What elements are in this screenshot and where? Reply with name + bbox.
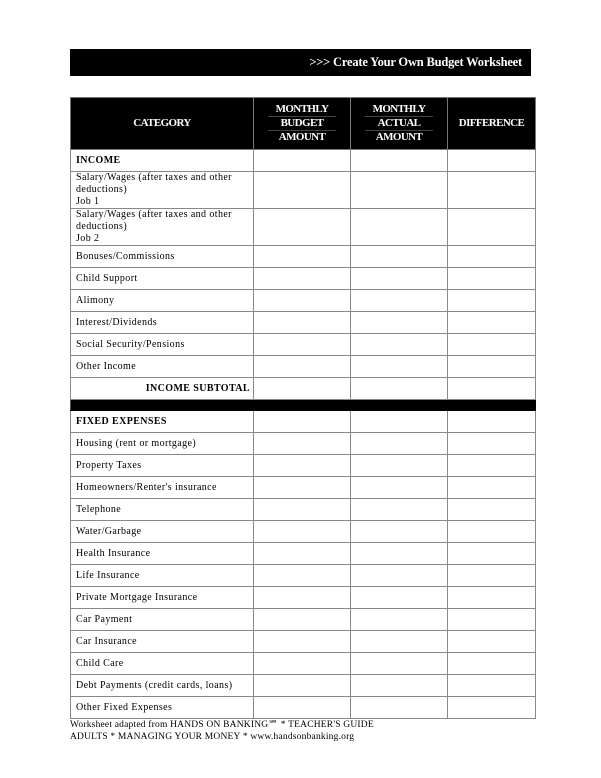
actual-amount-cell[interactable] — [351, 477, 448, 499]
category-label: Other Fixed Expenses — [71, 697, 254, 719]
difference-amount-cell[interactable] — [448, 455, 536, 477]
category-label: FIXED EXPENSES — [71, 411, 254, 433]
col-difference: DIFFERENCE — [448, 98, 536, 150]
difference-amount-cell[interactable] — [448, 609, 536, 631]
difference-amount-cell[interactable] — [448, 172, 536, 209]
income-row — [71, 209, 536, 246]
difference-amount-cell[interactable] — [448, 268, 536, 290]
category-label: Life Insurance — [71, 565, 254, 587]
category-label: Alimony — [71, 290, 254, 312]
category-label: Interest/Dividends — [71, 312, 254, 334]
budget-amount-cell[interactable] — [254, 433, 351, 455]
actual-amount-cell[interactable] — [351, 521, 448, 543]
income-row — [71, 246, 536, 268]
budget-amount-cell[interactable] — [254, 675, 351, 697]
actual-amount-cell[interactable] — [351, 433, 448, 455]
budget-amount-cell[interactable] — [254, 499, 351, 521]
difference-amount-cell[interactable] — [448, 521, 536, 543]
category-label: INCOME SUBTOTAL — [71, 378, 254, 400]
actual-amount-cell[interactable] — [351, 172, 448, 209]
difference-amount-cell[interactable] — [448, 356, 536, 378]
income-row — [71, 268, 536, 290]
budget-amount-cell[interactable] — [254, 543, 351, 565]
budget-table — [70, 97, 536, 719]
budget-amount-cell[interactable] — [254, 411, 351, 433]
fixed-expense-row — [71, 631, 536, 653]
fixed-expense-row — [71, 609, 536, 631]
difference-amount-cell[interactable] — [448, 378, 536, 400]
budget-amount-cell[interactable] — [254, 565, 351, 587]
budget-amount-cell[interactable] — [254, 631, 351, 653]
footer-line-1: Worksheet adapted from HANDS ON BANKING℠ * TEACHER'S GUIDE — [70, 720, 374, 730]
income-row — [71, 172, 536, 209]
actual-amount-cell[interactable] — [351, 609, 448, 631]
col-actual: MONTHLY ACTUAL AMOUNT — [351, 98, 448, 150]
income-row — [71, 312, 536, 334]
difference-amount-cell[interactable] — [448, 433, 536, 455]
actual-amount-cell[interactable] — [351, 455, 448, 477]
category-label: Health Insurance — [71, 543, 254, 565]
difference-amount-cell[interactable] — [448, 477, 536, 499]
difference-amount-cell[interactable] — [448, 565, 536, 587]
budget-amount-cell[interactable] — [254, 587, 351, 609]
category-label: Other Income — [71, 356, 254, 378]
category-label: Private Mortgage Insurance — [71, 587, 254, 609]
actual-amount-cell[interactable] — [351, 499, 448, 521]
income-subtotal-row — [71, 378, 536, 400]
difference-amount-cell[interactable] — [448, 312, 536, 334]
income-row — [71, 334, 536, 356]
actual-amount-cell[interactable] — [351, 411, 448, 433]
income-section-row — [71, 150, 536, 172]
difference-amount-cell[interactable] — [448, 334, 536, 356]
footer-credit — [70, 719, 374, 743]
budget-amount-cell[interactable] — [254, 455, 351, 477]
budget-amount-cell[interactable] — [254, 334, 351, 356]
actual-amount-cell[interactable] — [351, 697, 448, 719]
difference-amount-cell[interactable] — [448, 246, 536, 268]
worksheet-title: >>> Create Your Own Budget Worksheet — [309, 55, 522, 69]
category-label: INCOME — [71, 150, 254, 172]
budget-amount-cell[interactable] — [254, 521, 351, 543]
budget-amount-cell[interactable] — [254, 356, 351, 378]
category-label: Debt Payments (credit cards, loans) — [71, 675, 254, 697]
category-label: Child Care — [71, 653, 254, 675]
actual-amount-cell[interactable] — [351, 675, 448, 697]
fixed-expenses-section-row — [71, 411, 536, 433]
actual-amount-cell[interactable] — [351, 209, 448, 246]
actual-amount-cell[interactable] — [351, 290, 448, 312]
budget-amount-cell[interactable] — [254, 246, 351, 268]
budget-table-body — [71, 150, 536, 719]
category-label: Car Insurance — [71, 631, 254, 653]
budget-amount-cell[interactable] — [254, 477, 351, 499]
income-row — [71, 356, 536, 378]
category-label: Homeowners/Renter's insurance — [71, 477, 254, 499]
budget-amount-cell[interactable] — [254, 268, 351, 290]
section-divider — [71, 400, 536, 411]
fixed-expense-row — [71, 675, 536, 697]
col-budget: MONTHLY BUDGET AMOUNT — [254, 98, 351, 150]
fixed-expense-row — [71, 565, 536, 587]
fixed-expense-row — [71, 433, 536, 455]
col-category: CATEGORY — [71, 98, 254, 150]
category-label: Telephone — [71, 499, 254, 521]
fixed-expense-row — [71, 697, 536, 719]
budget-amount-cell[interactable] — [254, 172, 351, 209]
budget-amount-cell[interactable] — [254, 290, 351, 312]
difference-amount-cell[interactable] — [448, 543, 536, 565]
category-label: Salary/Wages (after taxes and other deductions) Job 2 — [71, 209, 254, 246]
actual-amount-cell[interactable] — [351, 565, 448, 587]
fixed-expense-row — [71, 587, 536, 609]
fixed-expense-row — [71, 455, 536, 477]
budget-amount-cell[interactable] — [254, 609, 351, 631]
actual-amount-cell[interactable] — [351, 268, 448, 290]
actual-amount-cell[interactable] — [351, 631, 448, 653]
actual-amount-cell[interactable] — [351, 378, 448, 400]
budget-amount-cell[interactable] — [254, 209, 351, 246]
worksheet-title-bar — [70, 49, 531, 76]
actual-amount-cell[interactable] — [351, 356, 448, 378]
actual-amount-cell[interactable] — [351, 150, 448, 172]
income-row — [71, 290, 536, 312]
difference-amount-cell[interactable] — [448, 587, 536, 609]
difference-amount-cell[interactable] — [448, 290, 536, 312]
category-label: Water/Garbage — [71, 521, 254, 543]
fixed-expense-row — [71, 477, 536, 499]
difference-amount-cell[interactable] — [448, 631, 536, 653]
actual-amount-cell[interactable] — [351, 312, 448, 334]
fixed-expense-row — [71, 543, 536, 565]
actual-amount-cell[interactable] — [351, 653, 448, 675]
budget-amount-cell[interactable] — [254, 697, 351, 719]
fixed-expense-row — [71, 521, 536, 543]
budget-amount-cell[interactable] — [254, 312, 351, 334]
difference-amount-cell[interactable] — [448, 499, 536, 521]
footer-line-2: ADULTS * MANAGING YOUR MONEY * www.handsonbanking.org — [70, 732, 355, 742]
fixed-expense-row — [71, 653, 536, 675]
category-label: Property Taxes — [71, 455, 254, 477]
category-label: Salary/Wages (after taxes and other deductions) Job 1 — [71, 172, 254, 209]
budget-amount-cell[interactable] — [254, 653, 351, 675]
header-row — [71, 98, 536, 150]
difference-amount-cell[interactable] — [448, 411, 536, 433]
difference-amount-cell[interactable] — [448, 653, 536, 675]
category-label: Child Support — [71, 268, 254, 290]
budget-amount-cell[interactable] — [254, 150, 351, 172]
actual-amount-cell[interactable] — [351, 334, 448, 356]
difference-amount-cell[interactable] — [448, 675, 536, 697]
category-label: Bonuses/Commissions — [71, 246, 254, 268]
budget-amount-cell[interactable] — [254, 378, 351, 400]
actual-amount-cell[interactable] — [351, 587, 448, 609]
category-label: Car Payment — [71, 609, 254, 631]
difference-amount-cell[interactable] — [448, 697, 536, 719]
category-label: Social Security/Pensions — [71, 334, 254, 356]
fixed-expense-row — [71, 499, 536, 521]
category-label: Housing (rent or mortgage) — [71, 433, 254, 455]
actual-amount-cell[interactable] — [351, 246, 448, 268]
difference-amount-cell[interactable] — [448, 209, 536, 246]
actual-amount-cell[interactable] — [351, 543, 448, 565]
difference-amount-cell[interactable] — [448, 150, 536, 172]
